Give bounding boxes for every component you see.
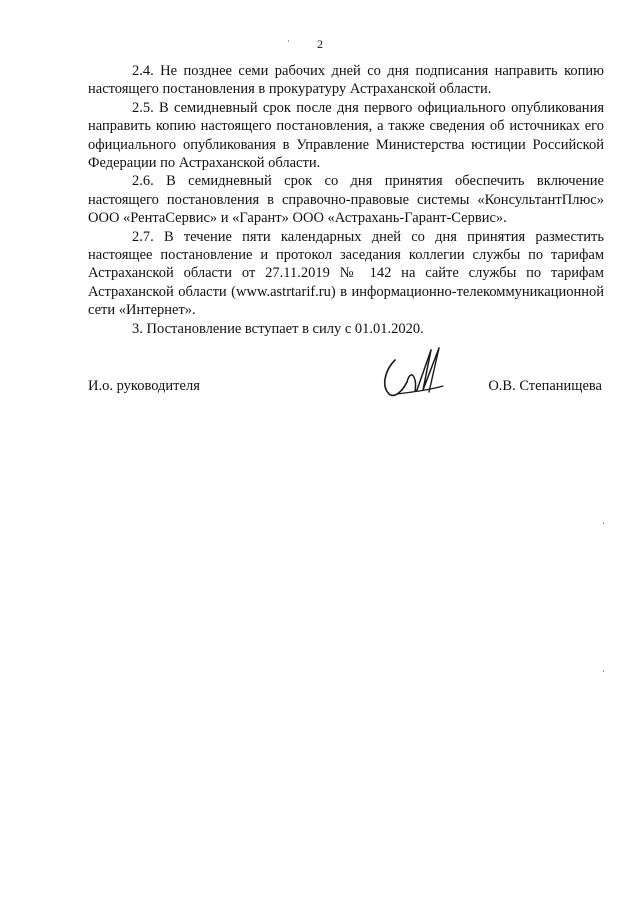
paragraph-2-7: 2.7. В течение пяти календарных дней со дня принятия разместить настоящее постановление и протокол заседания коллегии службы по тарифам Астраханской области от 27.11.2019 № 142 на сайте службы по тарифам Астраханской области (www.astrtarif.ru) в информационно-телекоммуникационной сети «Интернет». bbox=[88, 228, 604, 319]
scan-speck bbox=[603, 670, 604, 672]
paragraph-3: 3. Постановление вступает в силу с 01.01.2020. bbox=[132, 320, 424, 337]
page-number: 2 bbox=[317, 37, 323, 51]
paragraph-2-5: 2.5. В семидневный срок после дня первого официального опубликования направить копию настоящего постановления, а также сведения об источниках его официального опубликования в Управление Министерства юстиции Российской Федерации по Астраханской области. bbox=[88, 99, 604, 172]
document-body bbox=[88, 62, 604, 338]
signer-name: О.В. Степанищева bbox=[488, 378, 602, 394]
paragraph-2-6: 2.6. В семидневный срок со дня принятия обеспечить включение настоящего постановления в справочно-правовые системы «КонсультантПлюс» ООО «РентаСервис» и «Гарант» ООО «Астрахань-Гарант-Сервис». bbox=[88, 173, 604, 227]
scan-speck bbox=[603, 522, 604, 524]
paragraph-2-4: 2.4. Не позднее семи рабочих дней со дня подписания направить копию настоящего постановления в прокуратуру Астраханской области. bbox=[88, 63, 604, 98]
handwritten-signature bbox=[373, 346, 463, 406]
scan-speck bbox=[288, 40, 289, 42]
signature-block bbox=[88, 372, 604, 402]
signer-position: И.о. руководителя bbox=[88, 378, 200, 394]
